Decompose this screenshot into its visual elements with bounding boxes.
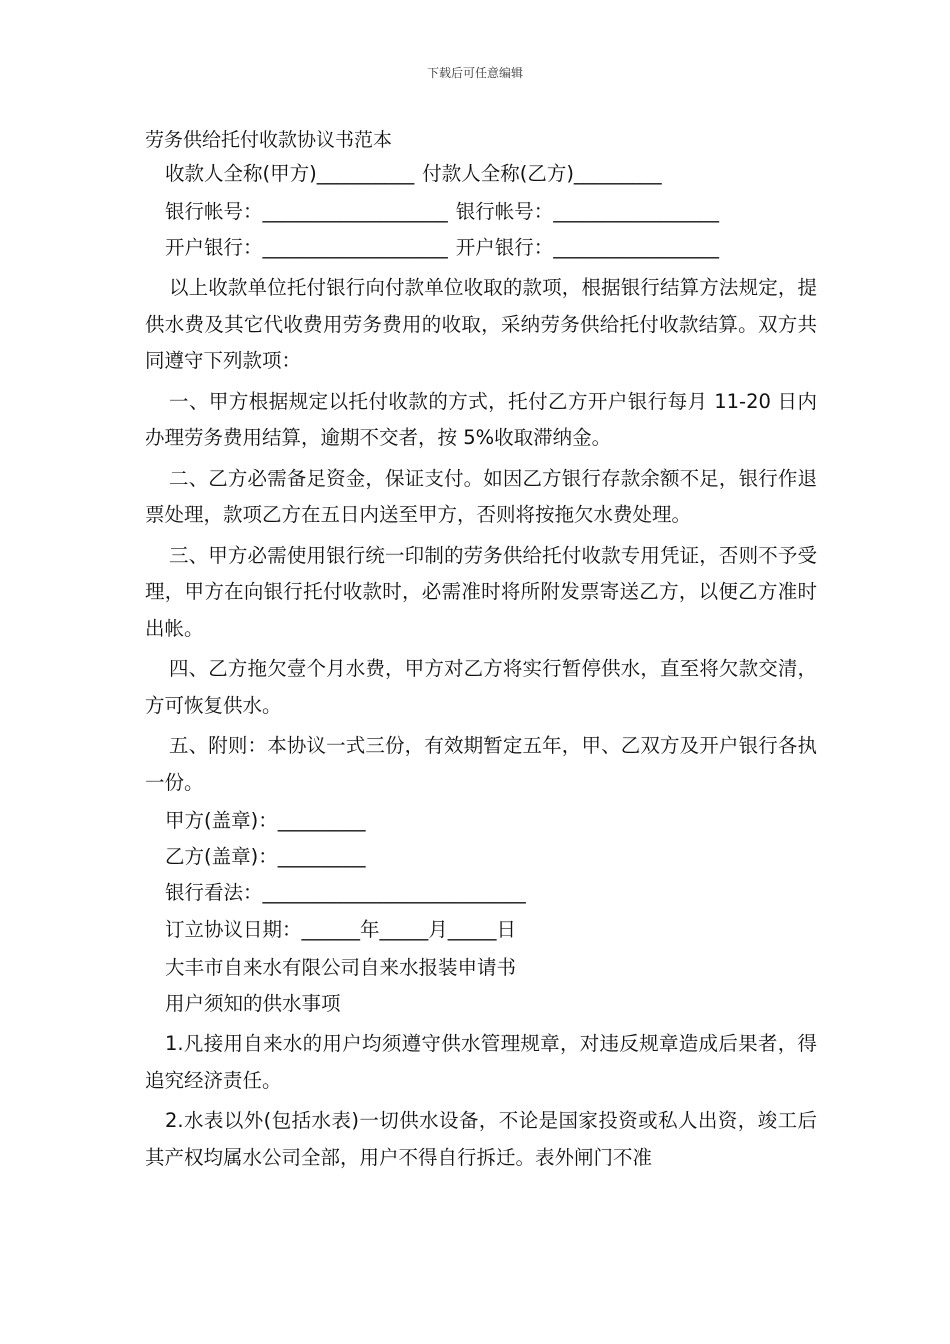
page-header: 下载后可任意编辑 — [426, 66, 523, 80]
payee-account-field: 银行帐号：___________________ — [165, 200, 448, 223]
notice-item-1: 1.凡接用自来水的用户均须遵守供水管理规章，对违反规章造成后果者，得追究经济责任。 — [145, 1032, 817, 1092]
signature-date: 订立协议日期：______年_____月_____日 — [165, 918, 517, 941]
payer-account-field: 银行帐号：_________________ — [455, 200, 720, 223]
paragraph-clause-2: 二、乙方必需备足资金，保证支付。如因乙方银行存款余额不足，银行作退票处理，款项乙方在五日内送至甲方，否则将按拖欠水费处理。 — [145, 466, 817, 526]
payee-name-field: 收款人全称(甲方)__________ — [165, 162, 415, 185]
paragraph-intro: 以上收款单位托付银行向付款单位收取的款项，根据银行结算方法规定，提供水费及其它代收费用劳务费用的收取，采纳劳务供给托付收款结算。双方共同遵守下列款项： — [145, 276, 817, 372]
section2-title: 大丰市自来水有限公司自来水报装申请书 — [165, 956, 517, 979]
paragraph-clause-4: 四、乙方拖欠壹个月水费，甲方对乙方将实行暂停供水，直至将欠款交清，方可恢复供水。 — [145, 657, 817, 717]
signature-party-a: 甲方(盖章)：_________ — [165, 809, 366, 832]
paragraph-clause-3: 三、甲方必需使用银行统一印制的劳务供给托付收款专用凭证，否则不予受理，甲方在向银行托付收款时，必需准时将所附发票寄送乙方，以便乙方准时出帐。 — [145, 543, 817, 640]
paragraph-clause-5: 五、附则：本协议一式三份，有效期暂定五年，甲、乙双方及开户银行各执一份。 — [145, 734, 817, 794]
payer-bank-field: 开户银行：_________________ — [455, 236, 720, 259]
payee-bank-field: 开户银行：___________________ — [165, 236, 448, 259]
document-body — [145, 124, 817, 1176]
signature-party-b: 乙方(盖章)：_________ — [165, 845, 366, 868]
signature-bank-opinion: 银行看法：___________________________ — [165, 881, 526, 904]
paragraph-clause-1: 一、甲方根据规定以托付收款的方式，托付乙方开户银行每月 11-20 日内办理劳务费用结算，逾期不交者，按 5%收取滞纳金。 — [145, 389, 817, 449]
document-title: 劳务供给托付收款协议书范本 — [145, 129, 393, 151]
field-row-account — [145, 194, 817, 230]
payer-name-field: 付款人全称(乙方)_________ — [422, 162, 662, 185]
field-row-bank — [145, 230, 817, 266]
section2-subtitle: 用户须知的供水事项 — [165, 992, 341, 1015]
field-row-payee — [145, 156, 817, 192]
notice-item-2: 2.水表以外(包括水表)一切供水设备，不论是国家投资或私人出资，竣工后其产权均属水公司全部，用户不得自行拆迁。表外闸门不准 — [145, 1109, 817, 1169]
